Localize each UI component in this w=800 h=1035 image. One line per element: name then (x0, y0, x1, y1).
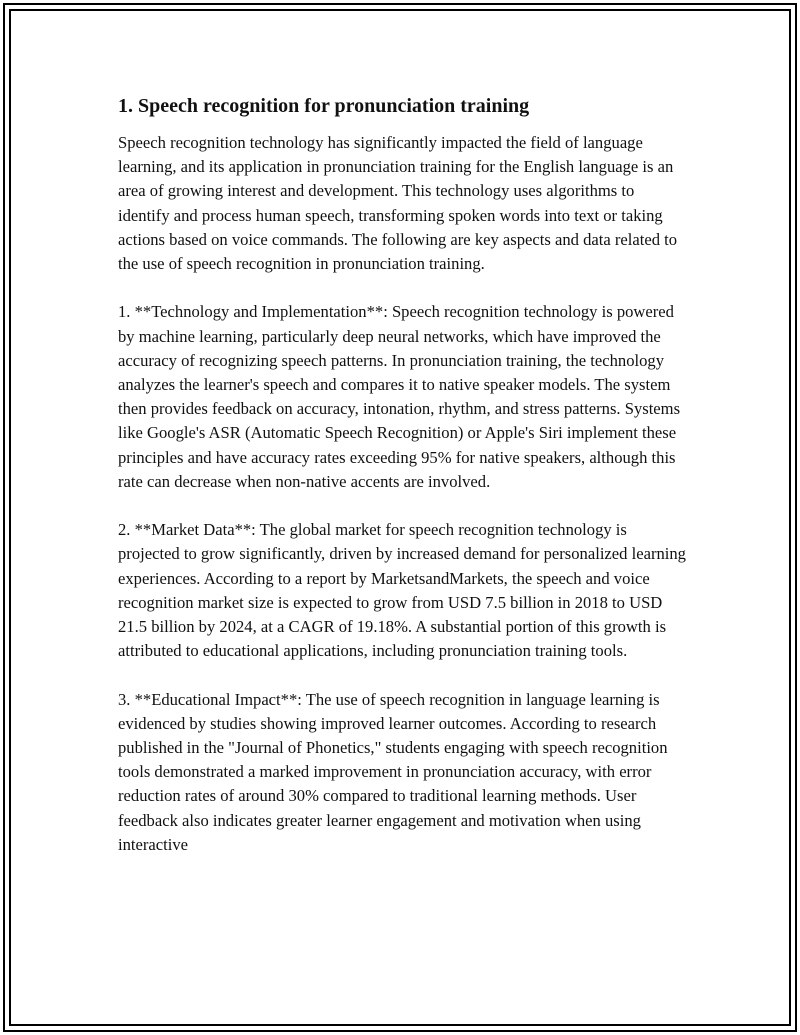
educational-impact-paragraph: 3. **Educational Impact**: The use of speech recognition in language learning is evidenced by studies showing improved learner outcomes. According to research published in the "Journal of Phonetics," students engaging with speech recognition tools demonstrated a marked improvement in pronunciation accuracy, with error reduction rates of around 30% compared to traditional learning methods. User feedback also indicates greater learner engagement and motivation when using interactive (118, 689, 668, 854)
section-heading: 1. Speech recognition for pronunciation training (118, 95, 530, 117)
technology-paragraph: 1. **Technology and Implementation**: Speech recognition technology is powered by machine learning, particularly deep neural networks, which have improved the accuracy of recognizing speech patterns. In pronunciation training, the technology analyzes the learner's speech and compares it to native speaker models. The system then provides feedback on accuracy, intonation, rhythm, and stress patterns. Systems like Google's ASR (Automatic Speech Recognition) or Apple's Siri implement these principles and have accuracy rates exceeding 95% for native speakers, although this rate can decrease when non-native accents are involved. (118, 302, 681, 491)
market-data-paragraph: 2. **Market Data**: The global market for speech recognition technology is projected to grow significantly, driven by increased demand for personalized learning experiences. According to a report by MarketsandMarkets, the speech and voice recognition market size is expected to grow from USD 7.5 billion in 2018 to USD 21.5 billion by 2024, at a CAGR of 19.18%. A substantial portion of this growth is attributed to educational applications, including pronunciation training tools. (118, 520, 686, 661)
document-body (118, 93, 688, 881)
intro-paragraph: Speech recognition technology has significantly impacted the field of language learning, and its application in pronunciation training for the English language is an area of growing interest and development. This technology uses algorithms to identify and process human speech, transforming spoken words into text or taking actions based on voice commands. The following are key aspects and data related to the use of speech recognition in pronunciation training. (118, 133, 678, 274)
